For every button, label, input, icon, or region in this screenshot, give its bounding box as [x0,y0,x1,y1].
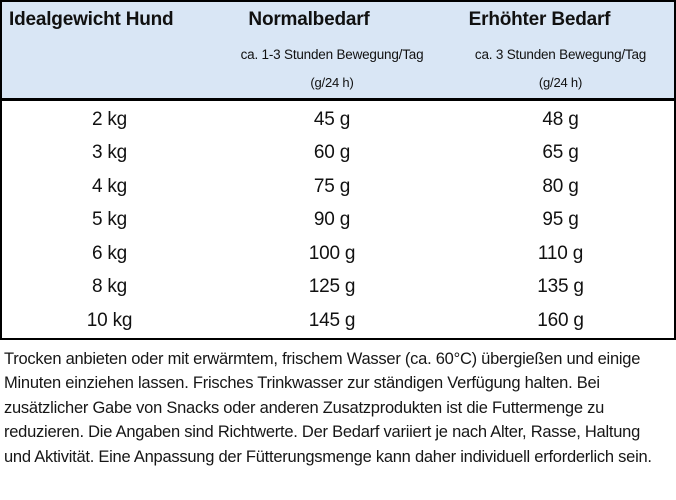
weight-cell: 2 kg [91,108,128,130]
feeding-table-header [2,2,674,101]
table-row [2,137,674,171]
table-row [2,304,674,338]
increased-amount-cell: 95 g [542,209,579,231]
table-row [2,204,674,238]
feeding-table-body [2,101,674,338]
feeding-instructions-text: Trocken anbieten oder mit erwärmtem, frischem Wasser (ca. 60°C) übergießen und einige Minuten einziehen lassen. Frisches Trinkwasser zur ständigen Verfügung halten. Bei zusätzlicher Gabe von Snacks oder anderen Zusatzprodukten ist die Futtermenge zu reduzieren. Die Angaben sind Richtwerte. Der Bedarf variiert je nach Alter, Rasse, Haltung und Aktivität. Eine Anpassung der Fütterungsmenge kann daher individuell erforderlich sein. [4,349,652,466]
weight-cell: 4 kg [91,175,128,197]
normal-amount-cell: 145 g [308,309,356,331]
column-title-increased-need: Erhöhter Bedarf [468,9,611,30]
column-title-ideal-weight: Idealgewicht Hund [9,9,174,30]
normal-amount-cell: 75 g [313,175,351,197]
table-row [2,170,674,204]
increased-amount-cell: 160 g [537,309,584,331]
increased-amount-cell: 48 g [542,108,579,130]
column-subtitle-increased-need: ca. 3 Stunden Bewegung/Tag [474,47,647,62]
increased-amount-cell: 65 g [542,142,579,164]
weight-cell: 5 kg [91,209,128,231]
increased-amount-cell: 110 g [537,242,584,264]
column-unit-normal-need: (g/24 h) [310,75,354,90]
normal-amount-cell: 90 g [313,209,351,231]
increased-amount-cell: 80 g [542,175,579,197]
column-unit-increased-need: (g/24 h) [538,75,583,90]
column-title-normal-need: Normalbedarf [248,9,370,30]
table-row [2,237,674,271]
table-row [2,271,674,305]
normal-amount-cell: 60 g [313,142,351,164]
table-row [2,103,674,137]
column-subtitle-normal-need: ca. 1-3 Stunden Bewegung/Tag [240,47,424,62]
normal-amount-cell: 45 g [313,108,351,130]
increased-amount-cell: 135 g [537,276,584,298]
normal-amount-cell: 125 g [308,276,356,298]
weight-cell: 10 kg [86,309,133,331]
weight-cell: 3 kg [91,142,128,164]
weight-cell: 6 kg [91,242,128,264]
normal-amount-cell: 100 g [308,242,356,264]
weight-cell: 8 kg [91,276,128,298]
